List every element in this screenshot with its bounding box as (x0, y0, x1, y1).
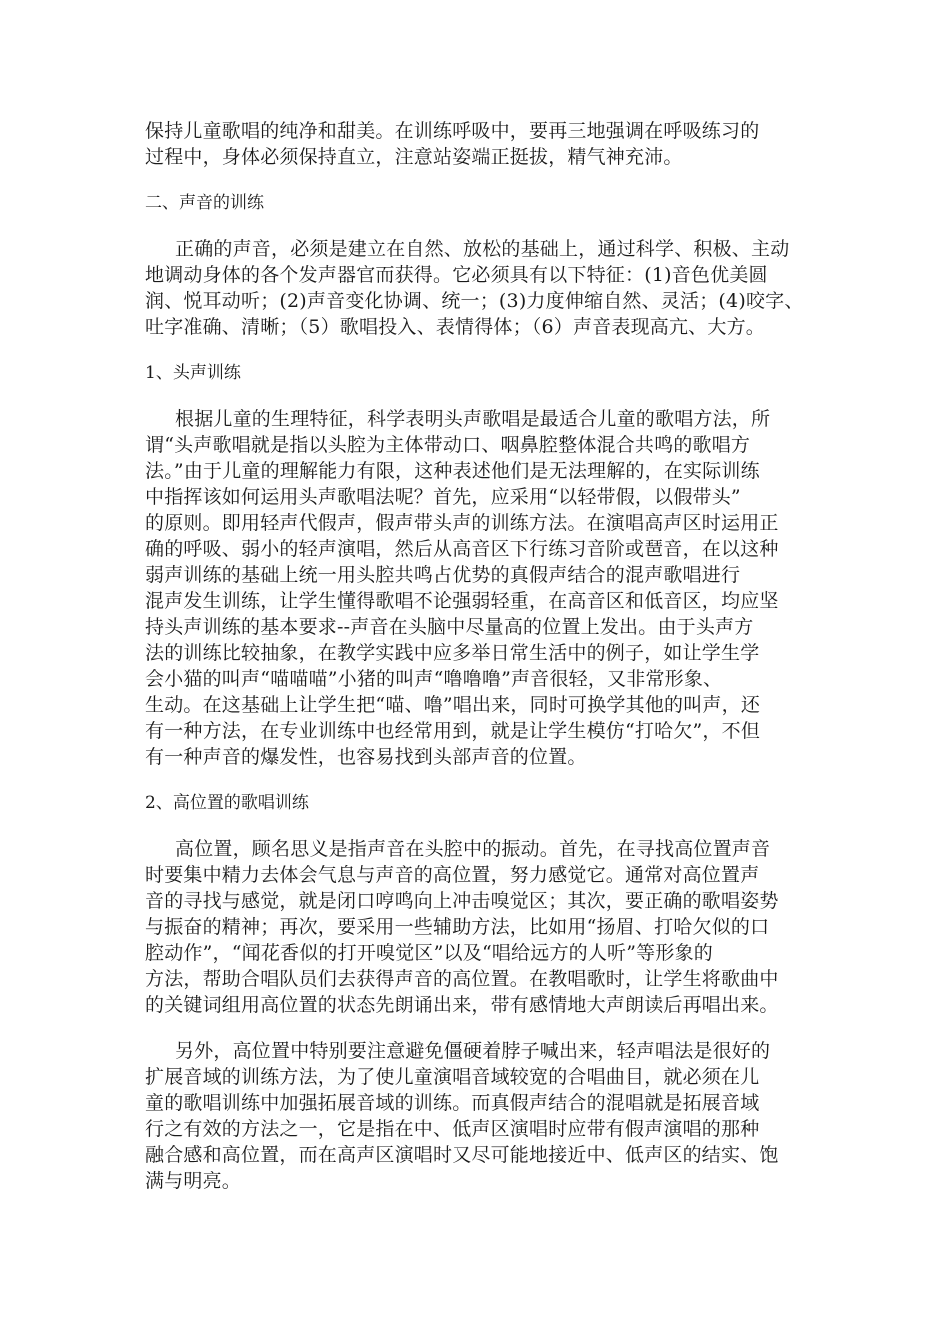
paragraph-high-position (145, 836, 805, 1018)
text-line: 弱声训练的基础上统一用头腔共鸣占优势的真假声结合的混声歌唱进行 (145, 564, 741, 586)
text-line: 正确的声音，必须是建立在自然、放松的基础上，通过科学、积极、主动 (175, 238, 790, 260)
text-line: 有一种方法，在专业训练中也经常用到，就是让学生模仿“打哈欠”，不但 (145, 720, 761, 742)
text-line: 润、悦耳动听；(2)声音变化协调、统一；(3)力度伸缩自然、灵活；(4)咬字、 (145, 290, 804, 312)
text-line: 保持儿童歌唱的纯净和甜美。在训练呼吸中，要再三地强调在呼吸练习的 (145, 120, 760, 142)
text-line: 生动。在这基础上让学生把“喵、噜”唱出来，同时可换学其他的叫声，还 (145, 694, 761, 716)
paragraph-intro (145, 118, 805, 170)
text-line: 与振奋的精神；再次，要采用一些辅助方法，比如用“扬眉、打哈欠似的口 (145, 916, 770, 938)
text-line: 有一种声音的爆发性，也容易找到头部声音的位置。 (145, 746, 587, 768)
text-line: 腔动作”，“闻花香似的打开嗅觉区”以及“唱给远方的人听”等形象的 (145, 942, 713, 964)
text-line: 法。”由于儿童的理解能力有限，这种表述他们是无法理解的，在实际训练 (145, 460, 760, 482)
text-line: 童的歌唱训练中加强拓展音域的训练。而真假声结合的混唱就是拓展音域 (145, 1092, 760, 1114)
paragraph-head-voice (145, 406, 805, 770)
text-line: 音的寻找与感觉，就是闭口哼鸣向上冲击嗅觉区；其次，要正确的歌唱姿势 (145, 890, 779, 912)
text-line: 扩展音域的训练方法，为了使儿童演唱音域较宽的合唱曲目，就必须在儿 (145, 1066, 760, 1088)
text-line: 融合感和高位置，而在高声区演唱时又尽可能地接近中、低声区的结实、饱 (145, 1144, 779, 1166)
text-line: 会小猫的叫声“喵喵喵”小猪的叫声“噜噜噜”声音很轻，又非常形象、 (145, 668, 723, 690)
text-line: 确的呼吸、弱小的轻声演唱，然后从高音区下行练习音阶或琶音，在以这种 (145, 538, 779, 560)
text-line: 时要集中精力去体会气息与声音的高位置，努力感觉它。通常对高位置声 (145, 864, 760, 886)
text-line: 根据儿童的生理特征，科学表明头声歌唱是最适合儿童的歌唱方法，所 (175, 408, 771, 430)
text-line: 中指挥该如何运用头声歌唱法呢？首先，应采用“以轻带假，以假带头” (145, 486, 741, 508)
text-line: 过程中，身体必须保持直立，注意站姿端正挺拔，精气神充沛。 (145, 146, 683, 168)
text-line: 吐字准确、清晰；（5）歌唱投入、表情得体；（6）声音表现高亢、大方。 (145, 316, 765, 338)
text-line: 法的训练比较抽象，在教学实践中应多举日常生活中的例子，如让学生学 (145, 642, 760, 664)
section-heading: 二、声音的训练 (145, 193, 264, 213)
text-line: 谓“头声歌唱就是指以头腔为主体带动口、咽鼻腔整体混合共鸣的歌唱方 (145, 434, 751, 456)
text-line: 持头声训练的基本要求--声音在头脑中尽量高的位置上发出。由于头声方 (145, 616, 754, 638)
paragraph-voice-features (145, 236, 805, 340)
text-line: 高位置，顾名思义是指声音在头腔中的振动。首先，在寻找高位置声音 (175, 838, 771, 860)
text-line: 满与明亮。 (145, 1170, 242, 1192)
text-line: 的原则。即用轻声代假声，假声带头声的训练方法。在演唱高声区时运用正 (145, 512, 779, 534)
subsection-heading: 2、高位置的歌唱训练 (145, 793, 309, 813)
text-line: 另外，高位置中特别要注意避免僵硬着脖子喊出来，轻声唱法是很好的 (175, 1040, 771, 1062)
text-line: 地调动身体的各个发声器官而获得。它必须具有以下特征：(1)音色优美圆 (145, 264, 768, 286)
text-line: 方法，帮助合唱队员们去获得声音的高位置。在教唱歌时，让学生将歌曲中 (145, 968, 779, 990)
subsection-heading: 1、头声训练 (145, 363, 241, 383)
text-line: 混声发生训练，让学生懂得歌唱不论强弱轻重，在高音区和低音区，均应坚 (145, 590, 779, 612)
text-line: 行之有效的方法之一，它是指在中、低声区演唱时应带有假声演唱的那种 (145, 1118, 760, 1140)
paragraph-range-extension (145, 1038, 805, 1194)
text-line: 的关键词组用高位置的状态先朗诵出来，带有感情地大声朗读后再唱出来。 (145, 994, 779, 1016)
document-page (145, 118, 805, 1194)
